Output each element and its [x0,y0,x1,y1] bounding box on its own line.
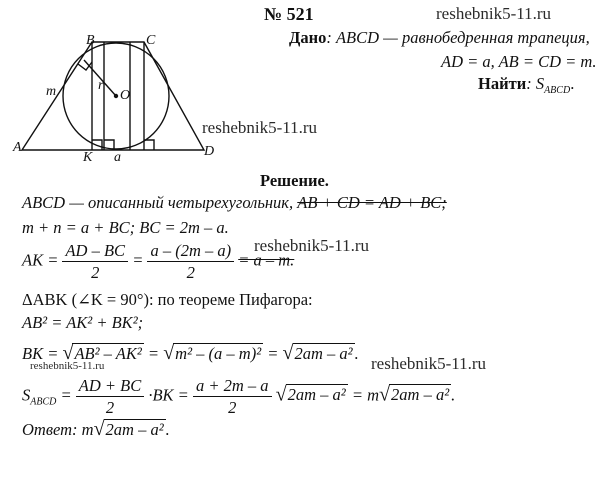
solution-line-3: AK = $\frac{AD - BC}{2}$ = $\frac{a - (2m - a)}{2}$ = a – m. [22,241,295,282]
watermark-1: reshebnik5-11.ru [202,118,318,137]
solution-line-5: AB² = AK² + BK²; [22,313,144,332]
watermark-top: reshebnik5-11.ru [436,4,552,23]
label-r: r [98,78,104,93]
solution-title: Решение. [260,171,329,190]
watermark-2: reshebnik5-11.ru [254,236,370,255]
solution-line-7: $S_{ABCD}$ = $\frac{AD + BC}{2}$ ·BK = $\frac{a + 2m - a}{2}$ √2am – a² = m√2am – a² . [22,376,456,417]
label-m: m [46,84,57,99]
solution-line-6: BK = √AB² – AK² = √m² – (a – m)² = √2am – a² . [22,342,359,364]
answer-line: Ответ: m√2am – a² . [22,418,170,440]
label-K: K [83,150,93,165]
given-line-1: Дано: ABCD — равнобедренная трапеция, [289,28,590,47]
label-D: D [204,144,215,159]
label-O: O [120,88,131,103]
watermark-4: reshebnik5-11.ru [371,354,487,373]
problem-number: № 521 [264,4,314,24]
label-C: C [146,33,156,48]
label-a: a [114,150,121,165]
given-line-2: AD = a, AB = CD = m. [441,52,597,71]
watermark-3: reshebnik5-11.ru [30,360,105,372]
label-A: A [13,140,22,155]
find-line: Найти: $S_{ABCD}$. [478,74,575,96]
solution-line-1: ABCD — описанный четырехугольник, AB + CD = AD + BC; [22,193,447,212]
solution-line-4: ΔABK (∠K = 90°): по теореме Пифагора: [22,290,313,309]
label-B: B [86,33,95,48]
solution-line-2: m + n = a + BC; BC = 2m – a. [22,218,229,237]
